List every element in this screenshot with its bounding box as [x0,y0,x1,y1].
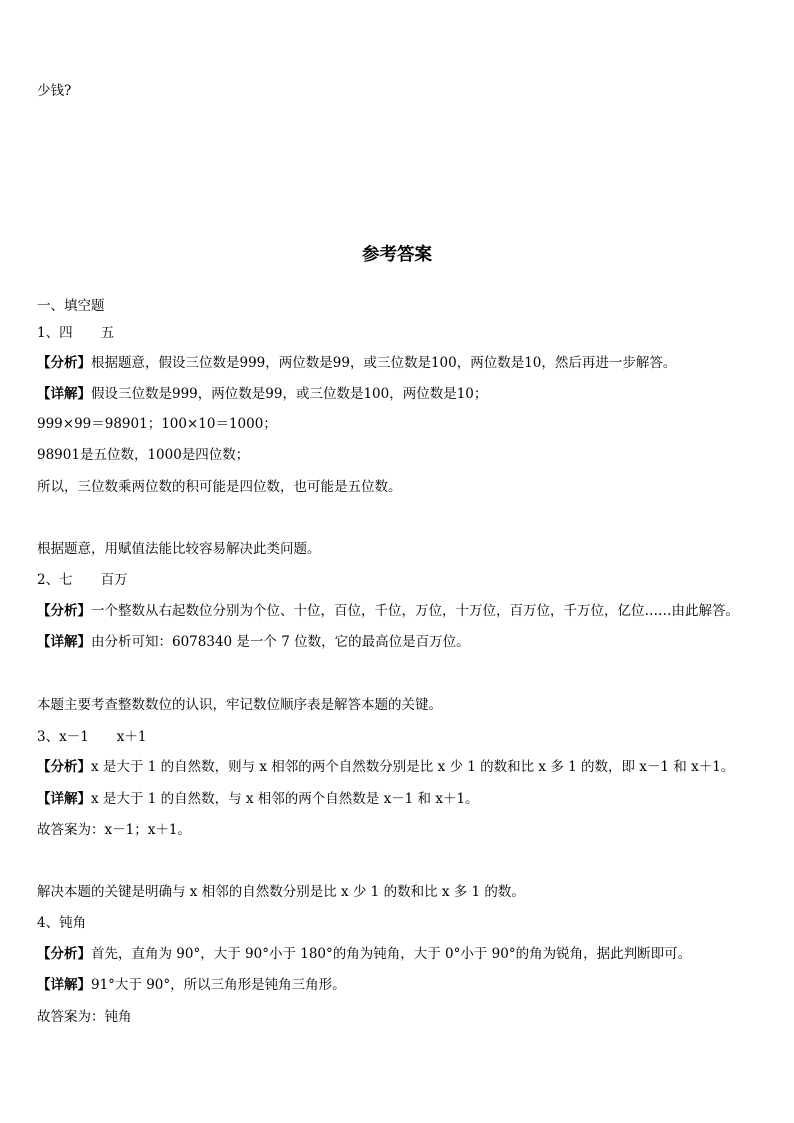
answer-line [37,727,774,747]
detail-line [37,632,774,652]
detail-line [37,789,774,809]
detail-text: x 是大于 1 的自然数，与 x 相邻的两个自然数是 x－1 和 x＋1。 [91,791,479,807]
detail-text: 91°大于 90°，所以三角形是钝角三角形。 [91,977,346,993]
analysis-text: 首先，直角为 90°，大于 90°小于 180°的角为钝角，大于 0°小于 90°的角为锐角，据此判断即可。 [91,946,692,962]
answer-number: 1、四 [37,325,73,341]
detail-line: 98901是五位数，1000是四位数； [37,447,250,463]
answer-line: 4、钝角 [37,915,87,931]
answer-value: x＋1 [116,729,147,745]
answer-summary: 故答案为：钝角 [37,1009,132,1025]
answer-line [37,323,774,343]
note-line: 解决本题的关键是明确与 x 相邻的自然数分别是比 x 少 1 的数和比 x 多 1 的数。 [37,884,525,900]
analysis-line [37,353,774,373]
analysis-line [37,757,774,777]
answer-value: 百万 [100,572,128,588]
detail-tag: 【详解】 [37,791,91,807]
answer-number: 2、七 [37,572,73,588]
analysis-text: 根据题意，假设三位数是999，两位数是99，或三位数是100，两位数是10，然后再进一步解答。 [91,355,677,371]
analysis-text: 一个整数从右起数位分别为个位、十位，百位，千位，万位，十万位，百万位，千万位，亿位……由此解答。 [91,603,739,619]
answer-number: 3、x－1 [37,729,89,745]
detail-tag: 【详解】 [37,634,91,650]
detail-line [37,384,774,404]
analysis-line [37,944,774,964]
detail-line: 999×99＝98901；100×10＝1000； [37,416,277,432]
question-fragment: 少钱? [37,83,72,99]
analysis-text: x 是大于 1 的自然数，则与 x 相邻的两个自然数分别是比 x 少 1 的数和比 x 多 1 的数，即 x－1 和 x＋1。 [91,759,735,775]
detail-line [37,975,774,995]
detail-line: 所以，三位数乘两位数的积可能是四位数，也可能是五位数。 [37,479,402,495]
analysis-tag: 【分析】 [37,946,91,962]
detail-tag: 【详解】 [37,386,91,402]
answer-line [37,570,774,590]
analysis-line [37,601,774,621]
section-heading: 一、填空题 [37,298,105,314]
answer-value: 五 [100,325,115,341]
detail-text: 假设三位数是999，两位数是99，或三位数是100，两位数是10； [91,386,488,402]
analysis-tag: 【分析】 [37,355,91,371]
answer-summary: 故答案为：x－1；x＋1。 [37,822,191,838]
analysis-tag: 【分析】 [37,603,91,619]
detail-text: 由分析可知：6078340 是一个 7 位数，它的最高位是百万位。 [91,634,470,650]
note-line: 本题主要考查整数数位的认识，牢记数位顺序表是解答本题的关键。 [37,697,442,713]
detail-tag: 【详解】 [37,977,91,993]
page-title: 参考答案 [362,245,432,265]
note-line: 根据题意，用赋值法能比较容易解决此类问题。 [37,541,321,557]
analysis-tag: 【分析】 [37,759,91,775]
